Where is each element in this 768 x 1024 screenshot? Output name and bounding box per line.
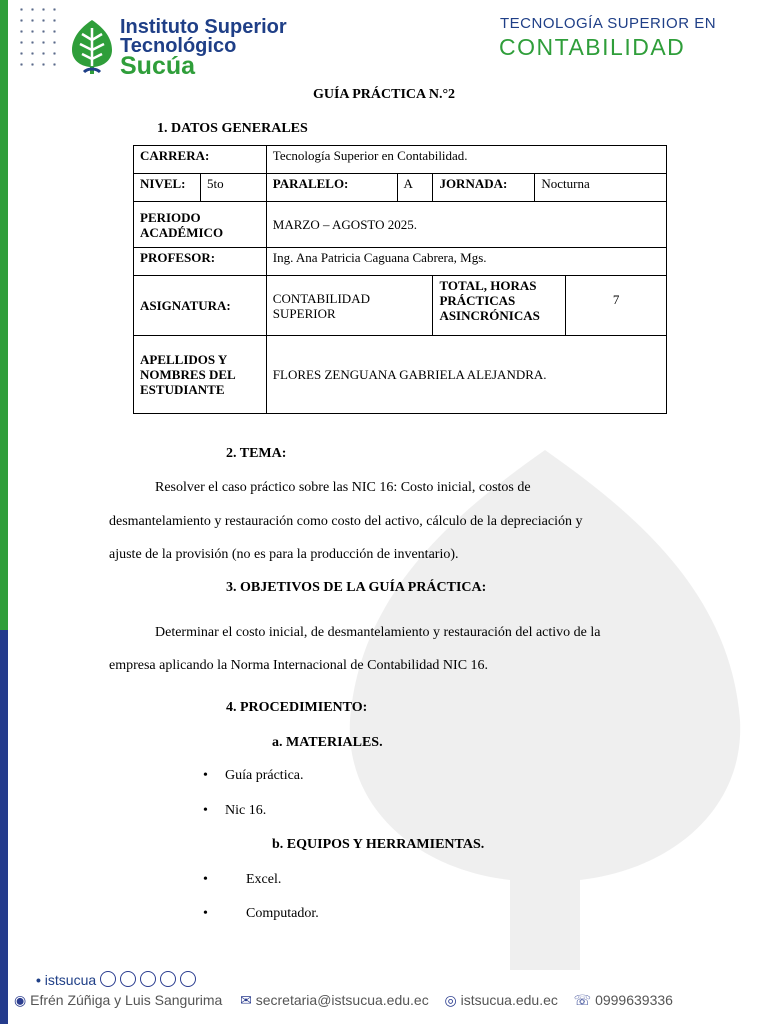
career-title-top: TECNOLOGÍA SUPERIOR EN [500, 15, 717, 32]
nivel-value: 5to [200, 174, 266, 202]
horas-value: 7 [566, 276, 667, 336]
tema-line-1: Resolver el caso práctico sobre las NIC 16: Costo inicial, costos de [155, 480, 531, 495]
footer-address: Efrén Zúñiga y Luis Sangurima [30, 992, 223, 1008]
tema-line-2: desmantelamiento y restauración como costo del activo, cálculo de la depreciación y [109, 514, 583, 529]
carrera-value: Tecnología Superior en Contabilidad. [266, 146, 666, 174]
footer-contact-row [14, 992, 673, 1009]
periodo-label: PERIODO ACADÉMICO [134, 202, 267, 248]
career-title-bottom: CONTABILIDAD [499, 34, 686, 60]
estudiante-value: FLORES ZENGUANA GABRIELA ALEJANDRA. [266, 336, 666, 414]
paralelo-label: PARALELO: [266, 174, 397, 202]
side-stripe-blue [0, 630, 8, 1024]
objetivos-line-2: empresa aplicando la Norma Internacional de Contabilidad NIC 16. [109, 658, 489, 673]
asignatura-label: ASIGNATURA: [134, 276, 267, 336]
footer-social-handle: istsucua [44, 972, 97, 988]
footer-website[interactable]: istsucua.edu.ec [460, 992, 558, 1008]
subsection-heading-materiales: a. MATERIALES. [272, 735, 383, 750]
footer-social-row: • istsucua [36, 971, 196, 988]
general-data-table [133, 145, 667, 414]
dot-pattern [16, 4, 56, 68]
subsection-heading-equipos: b. EQUIPOS Y HERRAMIENTAS. [272, 837, 485, 852]
tema-line-3: ajuste de la provisión (no es para la producción de inventario). [109, 547, 459, 562]
instagram-icon[interactable] [180, 971, 196, 987]
institute-name-line1: Instituto Superior [120, 16, 287, 38]
web-globe-icon: ◎ [444, 992, 457, 1008]
section-heading-tema: 2. TEMA: [226, 446, 287, 461]
facebook-icon[interactable] [100, 971, 116, 987]
jornada-value: Nocturna [535, 174, 667, 202]
youtube-icon[interactable] [120, 971, 136, 987]
whatsapp-icon: ☏ [573, 992, 592, 1008]
objetivos-line-1: Determinar el costo inicial, de desmantelamiento y restauración del activo de la [155, 625, 601, 640]
section-heading-datos: 1. DATOS GENERALES [157, 121, 308, 136]
document-title: GUÍA PRÁCTICA N.°2 [312, 87, 456, 102]
list-item: • Guía práctica. [203, 768, 304, 783]
horas-label: TOTAL, HORAS PRÁCTICAS ASINCRÓNICAS [433, 276, 566, 336]
profesor-value: Ing. Ana Patricia Caguana Cabrera, Mgs. [266, 248, 666, 276]
twitter-icon[interactable] [160, 971, 176, 987]
section-heading-procedimiento: 4. PROCEDIMIENTO: [226, 700, 368, 715]
email-icon: ✉ [240, 992, 252, 1008]
telegram-icon[interactable] [140, 971, 156, 987]
institute-name-line2: Tecnológico [120, 35, 237, 57]
paralelo-value: A [397, 174, 433, 202]
footer-phone[interactable]: 0999639336 [595, 992, 673, 1008]
institute-leaf-logo-icon [70, 18, 114, 76]
list-item: • Nic 16. [203, 803, 267, 818]
footer-email[interactable]: secretaria@istsucua.edu.ec [255, 992, 429, 1008]
carrera-label: CARRERA: [134, 146, 267, 174]
profesor-label: PROFESOR: [134, 248, 267, 276]
location-pin-icon: ◉ [14, 992, 27, 1008]
periodo-value: MARZO – AGOSTO 2025. [266, 202, 666, 248]
section-heading-objetivos: 3. OBJETIVOS DE LA GUÍA PRÁCTICA: [226, 580, 487, 595]
asignatura-value: CONTABILIDAD SUPERIOR [266, 276, 433, 336]
nivel-label: NIVEL: [134, 174, 201, 202]
jornada-label: JORNADA: [433, 174, 535, 202]
estudiante-label: APELLIDOS Y NOMBRES DEL ESTUDIANTE [134, 336, 267, 414]
list-item: • Computador. [203, 906, 319, 921]
institute-name-line3: Sucúa [120, 52, 196, 80]
list-item: • Excel. [203, 872, 282, 887]
